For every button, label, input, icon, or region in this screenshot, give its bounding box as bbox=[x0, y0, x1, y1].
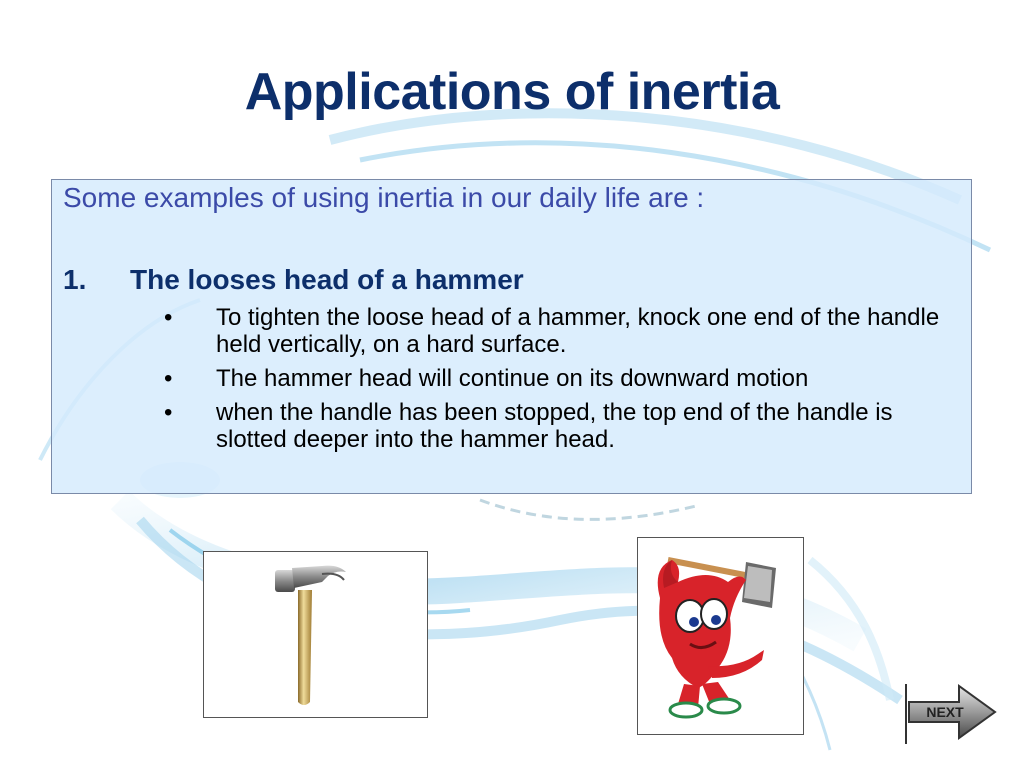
bullet-item bbox=[164, 304, 954, 358]
next-button[interactable] bbox=[903, 680, 999, 744]
bullet-symbol: • bbox=[164, 304, 173, 331]
cartoon-devil-icon bbox=[638, 538, 803, 734]
bullet-symbol: • bbox=[164, 365, 173, 392]
bullet-item bbox=[164, 365, 954, 392]
bullet-text: when the handle has been stopped, the top end of the handle is slotted deeper into the hammer head. bbox=[216, 399, 893, 453]
hammer-icon bbox=[204, 552, 427, 717]
next-button-label: NEXT bbox=[926, 704, 964, 720]
bullet-text: The hammer head will continue on its downward motion bbox=[216, 365, 809, 392]
slide-title: Applications of inertia bbox=[244, 63, 780, 121]
item-number: 1. bbox=[63, 264, 87, 295]
intro-text: Some examples of using inertia in our daily life are : bbox=[63, 182, 705, 213]
bullet-item bbox=[164, 399, 954, 453]
arrow-right-icon bbox=[903, 680, 999, 744]
bullet-list bbox=[164, 304, 954, 460]
hammer-picture bbox=[203, 551, 428, 718]
bullet-symbol: • bbox=[164, 399, 173, 426]
content-box bbox=[51, 179, 972, 494]
item-title: The looses head of a hammer bbox=[130, 264, 524, 295]
devil-mallet-picture bbox=[637, 537, 804, 735]
bullet-text: To tighten the loose head of a hammer, knock one end of the handle held vertically, on a hard surface. bbox=[216, 304, 940, 358]
